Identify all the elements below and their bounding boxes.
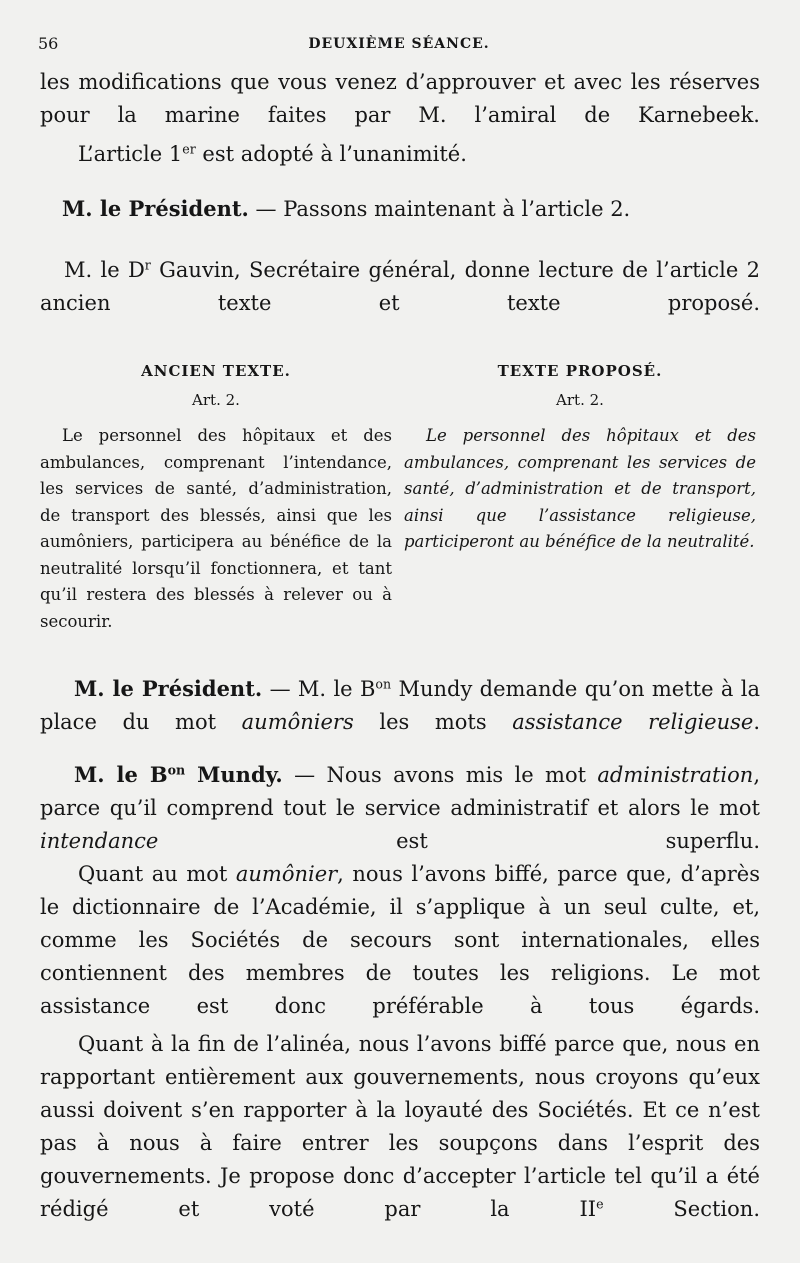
paragraph-aumonier: Quant au mot aumônier, nous l’avons biffé, parce que, d’après le dictionnaire de l’Académie, il s’applique à un seul culte, et, comme les Sociétés de secours sont internationales, elles contiennent des membres de toutes les religions. Le mot assistance est donc préférable à tous égards. [40, 862, 760, 1018]
column-texte-propose [404, 358, 756, 556]
text-propose-article-2: Le personnel des hôpitaux et des ambulances, comprenant les services de santé, d’administration et de transport, ainsi que l’assistance religieuse, participeront au bénéfice de la neutralité. [404, 426, 756, 551]
heading-texte-propose: TEXTE PROPOSÉ. [497, 362, 663, 380]
text-ancien-article-2: Le personnel des hôpitaux et des ambulances, comprenant l’intendance, les services de santé, d’administration, de transport des blessés, ainsi que les aumôniers, participera au bénéfice de la neutralité lorsqu’il fonctionnera, et tant qu’il restera des blessés à relever ou à secourir. [40, 426, 392, 631]
paragraph-president-mundy-request: M. le Président. — M. le $B^{on}$ Mundy demande qu’on mette à la place du mot aumôniers les mots assistance religieuse. [40, 676, 761, 734]
paragraph-president-article-2: M. le Président. — Passons maintenant à l’article 2. [62, 196, 631, 221]
page-number: 56 [38, 34, 59, 53]
paragraph-fin-alinea: Quant à la fin de l’alinéa, nous l’avons biffé parce que, nous en rapportant entièrement aux gouvernements, nous croyons qu’eux aussi doivent s’en rapporter à la loyauté des Sociétés. Et ce n’est pas à nous à faire entrer les soupçons dans l’esprit des gouvernements. Je propose donc d’accepter l’article tel qu’il a été rédigé et voté par la IIe Section. [40, 1032, 760, 1221]
paragraph-gauvin-reading: M. le $D^r$ Gauvin, Secrétaire général, donne lecture de l’article 2 ancien texte et texte proposé. [40, 257, 760, 315]
paragraph-mundy-reply: M. le $B^{on}$ Mundy. — Nous avons mis le mot administration, parce qu’il comprend tout le service administratif et alors le mot intendance est superflu. [40, 762, 760, 853]
heading-ancien-texte: ANCIEN TEXTE. [141, 362, 291, 380]
paragraph-1: les modifications que vous venez d’approuver et avec les réserves pour la marine faites par M. l’amiral de Karnebeek. [40, 70, 760, 127]
speaker-president: M. le Président. [62, 196, 249, 221]
article-label-left: Art. 2. [192, 390, 240, 409]
article-label-right: Art. 2. [556, 390, 604, 409]
speaker-president: M. le Président. [74, 676, 263, 701]
running-header [38, 32, 760, 56]
paragraph-article-1-adopted: L’article 1er est adopté à l’unanimité. [78, 141, 467, 166]
column-ancien-texte [40, 358, 392, 635]
running-title: DEUXIÈME SÉANCE. [308, 36, 490, 52]
speaker-mundy: M. le $B^{on}$ Mundy. [74, 762, 283, 787]
